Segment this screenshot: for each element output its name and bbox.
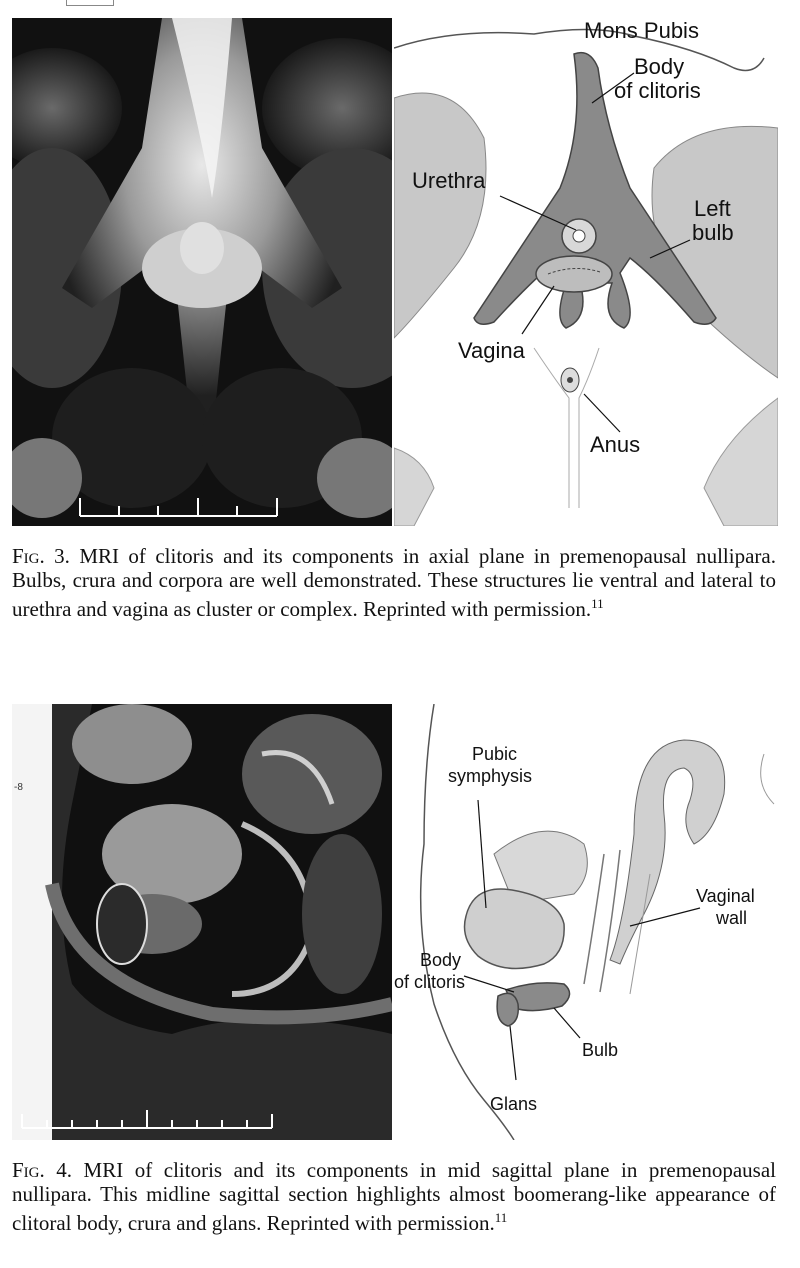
figure-4-mri-image (12, 704, 392, 1140)
label-bulb: Bulb (582, 1040, 619, 1060)
figure-3-illustration (394, 18, 778, 526)
sagittal-mri-graphic (12, 704, 392, 1140)
label-body-line1: Body (634, 54, 685, 79)
figure-4-caption (12, 1158, 776, 1235)
vaginal-wall-line-1 (584, 854, 604, 984)
vagina-shape (536, 256, 612, 292)
urethra-lumen (573, 230, 585, 242)
label-pubic-line2: symphysis (448, 766, 533, 786)
label-vaginal-line2: wall (716, 908, 748, 928)
lower-right-tissue (704, 398, 778, 526)
label-body-line1: Body (420, 950, 462, 970)
label-vagina: Vagina (458, 338, 525, 363)
figure-3-mri-image (12, 18, 392, 526)
label-pubic-line1: Pubic (472, 744, 518, 764)
lower-left-tissue (394, 448, 434, 526)
figure-3-caption (12, 544, 776, 621)
figure-3-label: Fig. 3. (12, 544, 70, 568)
figure-4-label: Fig. 4. (12, 1158, 73, 1182)
uterus-shape (610, 740, 725, 964)
figure-4-reference: 11 (494, 1210, 508, 1225)
axial-mri-graphic (12, 18, 392, 526)
label-body-line2: of clitoris (394, 972, 466, 992)
figure-3-caption-text: MRI of clitoris and its components in axial plane in premenopausal nullipara. Bulbs, crura and corpora are well demonstrated. These structures lie ventral and lateral to urethra and vagina as cluster or complex. Reprinted with permission. (12, 544, 776, 621)
label-urethra: Urethra (412, 168, 486, 193)
figure-3-reference: 11 (591, 596, 604, 611)
label-mons-pubis: Mons Pubis (584, 18, 699, 43)
left-thigh-muscle (394, 93, 486, 338)
figure-4 (0, 700, 800, 1260)
figure-4-illustration (394, 704, 778, 1140)
label-glans: Glans (490, 1094, 538, 1114)
glans-shape (497, 993, 518, 1026)
label-anus: Anus (590, 432, 641, 457)
figure-4-caption-text: MRI of clitoris and its components in mid sagittal plane in premenopausal nullipara. This midline sagittal section highlights almost boomerang-like appearance of clitoral body, crura and glans. Reprinted with permission. (12, 1158, 776, 1235)
label-left-line1: Left (694, 196, 731, 221)
rectum-contour (761, 754, 774, 804)
label-body-line2: of clitoris (614, 78, 701, 103)
label-vaginal-line1: Vaginal (696, 886, 755, 906)
vaginal-wall-line-2 (600, 850, 620, 992)
pubic-symphysis-shape (465, 889, 565, 968)
label-left-line2: bulb (692, 220, 734, 245)
mri-marker: -8 (14, 782, 23, 793)
